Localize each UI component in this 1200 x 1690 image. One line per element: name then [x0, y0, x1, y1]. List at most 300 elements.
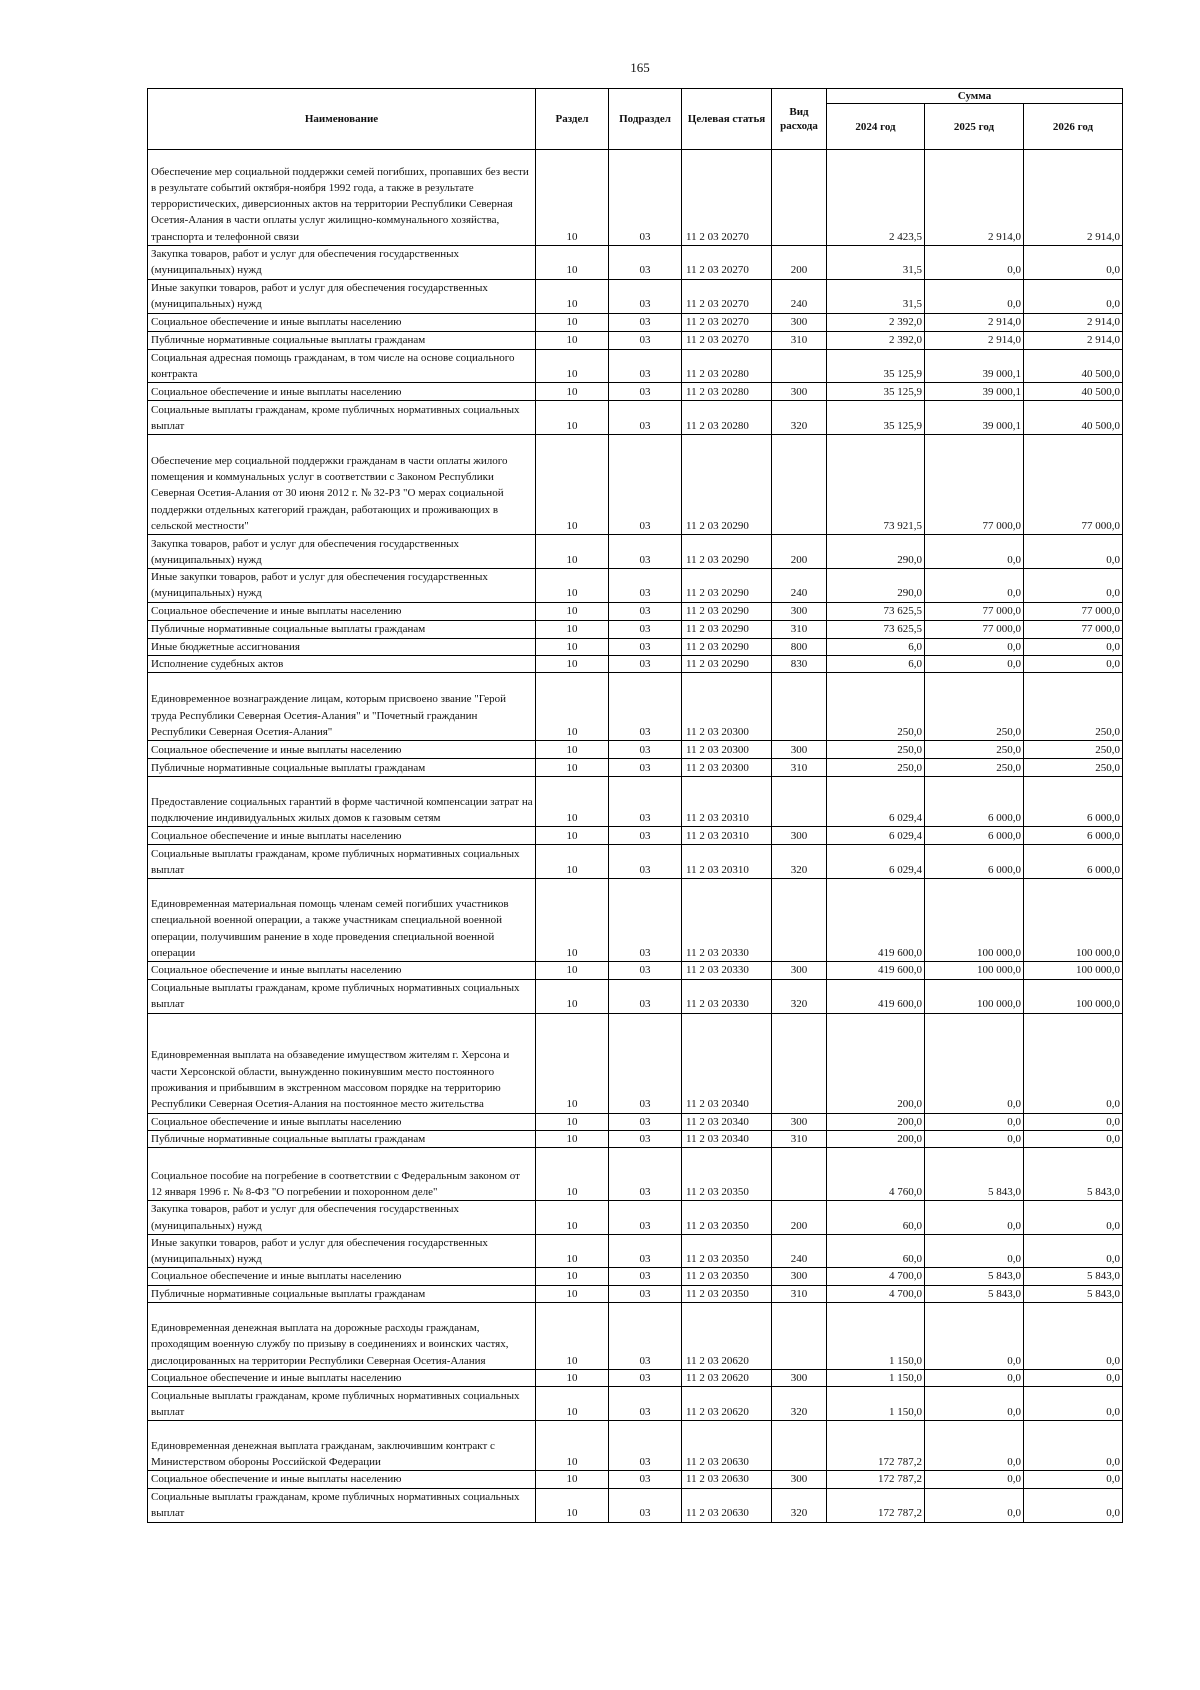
cell-2025: 5 843,0 — [925, 1268, 1024, 1285]
cell-target: 11 2 03 20270 — [682, 246, 772, 280]
cell-subsection: 03 — [609, 1471, 682, 1488]
cell-target: 11 2 03 20290 — [682, 638, 772, 655]
cell-2025: 0,0 — [925, 279, 1024, 313]
cell-target: 11 2 03 20350 — [682, 1201, 772, 1235]
cell-name: Социальные выплаты гражданам, кроме публичных нормативных социальных выплат — [148, 1387, 536, 1421]
cell-subsection: 03 — [609, 1148, 682, 1201]
cell-section: 10 — [536, 1370, 609, 1387]
cell-name: Социальное обеспечение и иные выплаты населению — [148, 1471, 536, 1488]
cell-subsection: 03 — [609, 1201, 682, 1235]
cell-2026: 40 500,0 — [1024, 349, 1123, 383]
cell-type: 300 — [772, 827, 827, 845]
cell-2025: 0,0 — [925, 1113, 1024, 1130]
cell-type: 320 — [772, 979, 827, 1013]
cell-target: 11 2 03 20270 — [682, 279, 772, 313]
cell-2026: 2 914,0 — [1024, 150, 1123, 246]
cell-subsection: 03 — [609, 1488, 682, 1522]
cell-target: 11 2 03 20330 — [682, 879, 772, 962]
table-row — [148, 435, 1123, 535]
cell-section: 10 — [536, 602, 609, 620]
cell-type: 300 — [772, 1268, 827, 1285]
cell-subsection: 03 — [609, 979, 682, 1013]
cell-2024: 1 150,0 — [827, 1303, 925, 1370]
cell-2026: 0,0 — [1024, 1488, 1123, 1522]
cell-subsection: 03 — [609, 1268, 682, 1285]
cell-type: 310 — [772, 331, 827, 349]
cell-section: 10 — [536, 879, 609, 962]
cell-type: 300 — [772, 1471, 827, 1488]
cell-subsection: 03 — [609, 569, 682, 603]
cell-name: Исполнение судебных актов — [148, 656, 536, 673]
cell-2026: 40 500,0 — [1024, 401, 1123, 435]
cell-section: 10 — [536, 845, 609, 879]
cell-2025: 2 914,0 — [925, 331, 1024, 349]
cell-section: 10 — [536, 1421, 609, 1471]
cell-section: 10 — [536, 1130, 609, 1147]
cell-2026: 0,0 — [1024, 1303, 1123, 1370]
cell-2026: 100 000,0 — [1024, 879, 1123, 962]
cell-2025: 0,0 — [925, 1488, 1024, 1522]
table-row — [148, 1013, 1123, 1113]
header-type: Вид расхода — [772, 89, 827, 150]
cell-2024: 6,0 — [827, 638, 925, 655]
cell-2026: 6 000,0 — [1024, 777, 1123, 827]
table-row — [148, 962, 1123, 979]
table-row — [148, 673, 1123, 741]
cell-subsection: 03 — [609, 383, 682, 401]
cell-2024: 419 600,0 — [827, 962, 925, 979]
cell-2024: 35 125,9 — [827, 401, 925, 435]
cell-2025: 0,0 — [925, 1303, 1024, 1370]
cell-section: 10 — [536, 569, 609, 603]
header-2026: 2026 год — [1024, 104, 1123, 150]
table-row — [148, 638, 1123, 655]
cell-subsection: 03 — [609, 879, 682, 962]
cell-2026: 0,0 — [1024, 1421, 1123, 1471]
cell-target: 11 2 03 20290 — [682, 602, 772, 620]
cell-subsection: 03 — [609, 1013, 682, 1113]
cell-name: Социальные выплаты гражданам, кроме публичных нормативных социальных выплат — [148, 845, 536, 879]
cell-target: 11 2 03 20330 — [682, 962, 772, 979]
header-sum: Сумма — [827, 89, 1123, 104]
cell-type — [772, 879, 827, 962]
cell-2026: 0,0 — [1024, 1113, 1123, 1130]
header-2025: 2025 год — [925, 104, 1024, 150]
cell-subsection: 03 — [609, 741, 682, 759]
cell-2024: 35 125,9 — [827, 349, 925, 383]
cell-2025: 6 000,0 — [925, 827, 1024, 845]
table-row — [148, 845, 1123, 879]
cell-subsection: 03 — [609, 673, 682, 741]
table-row — [148, 1268, 1123, 1285]
cell-2026: 250,0 — [1024, 759, 1123, 777]
table-row — [148, 879, 1123, 962]
cell-subsection: 03 — [609, 1387, 682, 1421]
table-row — [148, 1303, 1123, 1370]
cell-section: 10 — [536, 1234, 609, 1268]
cell-2026: 2 914,0 — [1024, 331, 1123, 349]
cell-target: 11 2 03 20350 — [682, 1234, 772, 1268]
cell-2024: 6 029,4 — [827, 827, 925, 845]
cell-2024: 250,0 — [827, 673, 925, 741]
table-row — [148, 1113, 1123, 1130]
cell-name: Обеспечение мер социальной поддержки гражданам в части оплаты жилого помещения и коммунальных услуг в соответствии с Законом Республики Северная Осетия-Алания от 30 июня 2012 г. № 32-РЗ "О мерах социальной поддержки отдельных категорий граждан, работающих и проживающих в сельской местности" — [148, 435, 536, 535]
cell-type: 300 — [772, 1370, 827, 1387]
cell-2026: 77 000,0 — [1024, 620, 1123, 638]
cell-type: 310 — [772, 1285, 827, 1302]
cell-type: 240 — [772, 569, 827, 603]
cell-type: 240 — [772, 279, 827, 313]
cell-target: 11 2 03 20290 — [682, 620, 772, 638]
budget-table — [147, 88, 1123, 1523]
cell-type: 240 — [772, 1234, 827, 1268]
cell-target: 11 2 03 20280 — [682, 349, 772, 383]
cell-name: Социальное обеспечение и иные выплаты населению — [148, 383, 536, 401]
cell-type: 320 — [772, 1387, 827, 1421]
cell-name: Единовременная денежная выплата гражданам, заключившим контракт с Министерством обороны Российской Федерации — [148, 1421, 536, 1471]
cell-name: Социальное пособие на погребение в соответствии с Федеральным законом от 12 января 1996 г. № 8-ФЗ "О погребении и похоронном деле" — [148, 1148, 536, 1201]
cell-target: 11 2 03 20270 — [682, 150, 772, 246]
cell-2024: 6 029,4 — [827, 777, 925, 827]
cell-name: Единовременная выплата на обзаведение имуществом жителям г. Херсона и части Херсонской области, вынужденно покинувшим место постоянного проживания и прибывшим в экстренном массовом порядке на территорию Республики Северная Осетия-Алания на постоянное место жительства — [148, 1013, 536, 1113]
cell-section: 10 — [536, 401, 609, 435]
cell-target: 11 2 03 20300 — [682, 673, 772, 741]
cell-2024: 2 423,5 — [827, 150, 925, 246]
cell-target: 11 2 03 20290 — [682, 435, 772, 535]
cell-2025: 250,0 — [925, 759, 1024, 777]
table-row — [148, 602, 1123, 620]
table-row — [148, 569, 1123, 603]
cell-name: Публичные нормативные социальные выплаты гражданам — [148, 1285, 536, 1302]
cell-name: Единовременное вознаграждение лицам, которым присвоено звание "Герой труда Республики Северная Осетия-Алания" и "Почетный гражданин Республики Северная Осетия-Алания" — [148, 673, 536, 741]
cell-2024: 419 600,0 — [827, 979, 925, 1013]
cell-type: 320 — [772, 401, 827, 435]
header-2024: 2024 год — [827, 104, 925, 150]
cell-subsection: 03 — [609, 827, 682, 845]
cell-type: 830 — [772, 656, 827, 673]
cell-target: 11 2 03 20270 — [682, 331, 772, 349]
cell-target: 11 2 03 20630 — [682, 1471, 772, 1488]
cell-name: Социальная адресная помощь гражданам, в том числе на основе социального контракта — [148, 349, 536, 383]
cell-target: 11 2 03 20620 — [682, 1370, 772, 1387]
cell-subsection: 03 — [609, 1303, 682, 1370]
cell-2024: 2 392,0 — [827, 313, 925, 331]
cell-subsection: 03 — [609, 535, 682, 569]
cell-subsection: 03 — [609, 150, 682, 246]
cell-subsection: 03 — [609, 349, 682, 383]
cell-section: 10 — [536, 150, 609, 246]
cell-2025: 0,0 — [925, 1013, 1024, 1113]
cell-name: Публичные нормативные социальные выплаты гражданам — [148, 1130, 536, 1147]
cell-2024: 290,0 — [827, 535, 925, 569]
cell-2026: 250,0 — [1024, 741, 1123, 759]
cell-2026: 77 000,0 — [1024, 602, 1123, 620]
cell-target: 11 2 03 20340 — [682, 1113, 772, 1130]
cell-type: 800 — [772, 638, 827, 655]
table-row — [148, 313, 1123, 331]
cell-name: Иные закупки товаров, работ и услуг для обеспечения государственных (муниципальных) нужд — [148, 569, 536, 603]
table-row — [148, 383, 1123, 401]
cell-name: Иные закупки товаров, работ и услуг для обеспечения государственных (муниципальных) нужд — [148, 1234, 536, 1268]
cell-name: Иные бюджетные ассигнования — [148, 638, 536, 655]
cell-2024: 200,0 — [827, 1113, 925, 1130]
cell-subsection: 03 — [609, 962, 682, 979]
cell-name: Публичные нормативные социальные выплаты гражданам — [148, 620, 536, 638]
cell-2024: 4 760,0 — [827, 1148, 925, 1201]
cell-2024: 35 125,9 — [827, 383, 925, 401]
header-name: Наименование — [148, 89, 536, 150]
cell-type — [772, 1013, 827, 1113]
cell-2024: 172 787,2 — [827, 1421, 925, 1471]
cell-name: Закупка товаров, работ и услуг для обеспечения государственных (муниципальных) нужд — [148, 246, 536, 280]
header-subsection: Подраздел — [609, 89, 682, 150]
cell-2024: 73 921,5 — [827, 435, 925, 535]
cell-2025: 39 000,1 — [925, 349, 1024, 383]
cell-section: 10 — [536, 759, 609, 777]
table-row — [148, 1370, 1123, 1387]
cell-2026: 5 843,0 — [1024, 1268, 1123, 1285]
cell-name: Публичные нормативные социальные выплаты гражданам — [148, 759, 536, 777]
cell-2024: 2 392,0 — [827, 331, 925, 349]
cell-name: Социальное обеспечение и иные выплаты населению — [148, 602, 536, 620]
cell-section: 10 — [536, 1148, 609, 1201]
table-row — [148, 1285, 1123, 1302]
cell-2024: 31,5 — [827, 279, 925, 313]
cell-subsection: 03 — [609, 1285, 682, 1302]
cell-section: 10 — [536, 1201, 609, 1235]
cell-2025: 39 000,1 — [925, 383, 1024, 401]
cell-type: 300 — [772, 602, 827, 620]
cell-subsection: 03 — [609, 246, 682, 280]
cell-2025: 0,0 — [925, 1387, 1024, 1421]
cell-subsection: 03 — [609, 1130, 682, 1147]
cell-2024: 250,0 — [827, 741, 925, 759]
cell-type — [772, 1303, 827, 1370]
cell-2026: 0,0 — [1024, 279, 1123, 313]
cell-section: 10 — [536, 313, 609, 331]
cell-2026: 0,0 — [1024, 1370, 1123, 1387]
cell-2026: 5 843,0 — [1024, 1148, 1123, 1201]
cell-section: 10 — [536, 979, 609, 1013]
cell-name: Социальное обеспечение и иные выплаты населению — [148, 1268, 536, 1285]
table-row — [148, 1471, 1123, 1488]
cell-2024: 1 150,0 — [827, 1387, 925, 1421]
cell-target: 11 2 03 20620 — [682, 1303, 772, 1370]
cell-name: Социальные выплаты гражданам, кроме публичных нормативных социальных выплат — [148, 1488, 536, 1522]
cell-type — [772, 673, 827, 741]
cell-type — [772, 1421, 827, 1471]
cell-type — [772, 150, 827, 246]
cell-2026: 6 000,0 — [1024, 827, 1123, 845]
cell-section: 10 — [536, 1013, 609, 1113]
cell-subsection: 03 — [609, 620, 682, 638]
table-row — [148, 401, 1123, 435]
cell-subsection: 03 — [609, 313, 682, 331]
table-row — [148, 1234, 1123, 1268]
cell-type: 320 — [772, 1488, 827, 1522]
cell-subsection: 03 — [609, 1421, 682, 1471]
table-row — [148, 1201, 1123, 1235]
cell-target: 11 2 03 20340 — [682, 1013, 772, 1113]
cell-2026: 0,0 — [1024, 1130, 1123, 1147]
cell-target: 11 2 03 20280 — [682, 383, 772, 401]
cell-2026: 0,0 — [1024, 1013, 1123, 1113]
cell-2024: 290,0 — [827, 569, 925, 603]
cell-subsection: 03 — [609, 759, 682, 777]
cell-2026: 0,0 — [1024, 1234, 1123, 1268]
header-section: Раздел — [536, 89, 609, 150]
cell-2026: 0,0 — [1024, 569, 1123, 603]
cell-target: 11 2 03 20310 — [682, 777, 772, 827]
cell-type: 310 — [772, 1130, 827, 1147]
cell-type: 300 — [772, 383, 827, 401]
cell-name: Социальные выплаты гражданам, кроме публичных нормативных социальных выплат — [148, 401, 536, 435]
cell-section: 10 — [536, 1268, 609, 1285]
cell-2025: 100 000,0 — [925, 979, 1024, 1013]
cell-2025: 0,0 — [925, 1370, 1024, 1387]
cell-2025: 77 000,0 — [925, 435, 1024, 535]
table-row — [148, 246, 1123, 280]
page-number: 165 — [630, 60, 650, 75]
table-row — [148, 759, 1123, 777]
cell-2026: 250,0 — [1024, 673, 1123, 741]
cell-section: 10 — [536, 741, 609, 759]
cell-section: 10 — [536, 962, 609, 979]
table-row — [148, 827, 1123, 845]
cell-name: Социальное обеспечение и иные выплаты населению — [148, 313, 536, 331]
cell-section: 10 — [536, 331, 609, 349]
cell-section: 10 — [536, 620, 609, 638]
cell-2026: 6 000,0 — [1024, 845, 1123, 879]
table-row — [148, 979, 1123, 1013]
cell-type: 300 — [772, 1113, 827, 1130]
cell-subsection: 03 — [609, 638, 682, 655]
cell-2025: 6 000,0 — [925, 845, 1024, 879]
table-row — [148, 1130, 1123, 1147]
cell-target: 11 2 03 20290 — [682, 535, 772, 569]
cell-target: 11 2 03 20340 — [682, 1130, 772, 1147]
cell-subsection: 03 — [609, 1234, 682, 1268]
table-row — [148, 777, 1123, 827]
cell-2025: 39 000,1 — [925, 401, 1024, 435]
cell-2025: 0,0 — [925, 1130, 1024, 1147]
cell-type — [772, 777, 827, 827]
cell-subsection: 03 — [609, 1113, 682, 1130]
cell-subsection: 03 — [609, 331, 682, 349]
cell-2024: 60,0 — [827, 1234, 925, 1268]
cell-subsection: 03 — [609, 435, 682, 535]
cell-2025: 5 843,0 — [925, 1148, 1024, 1201]
cell-2024: 6,0 — [827, 656, 925, 673]
cell-subsection: 03 — [609, 279, 682, 313]
table-row — [148, 1148, 1123, 1201]
table-row — [148, 535, 1123, 569]
cell-2025: 0,0 — [925, 246, 1024, 280]
cell-name: Закупка товаров, работ и услуг для обеспечения государственных (муниципальных) нужд — [148, 1201, 536, 1235]
cell-name: Единовременная денежная выплата на дорожные расходы гражданам, проходящим военную службу по призыву в соединениях и воинских частях, дислоцированных на территории Республики Северная Осетия-Алания — [148, 1303, 536, 1370]
cell-section: 10 — [536, 1488, 609, 1522]
cell-name: Социальное обеспечение и иные выплаты населению — [148, 962, 536, 979]
cell-2025: 0,0 — [925, 638, 1024, 655]
table-row — [148, 1421, 1123, 1471]
cell-section: 10 — [536, 349, 609, 383]
cell-2026: 40 500,0 — [1024, 383, 1123, 401]
cell-section: 10 — [536, 1303, 609, 1370]
cell-2024: 4 700,0 — [827, 1268, 925, 1285]
cell-2025: 5 843,0 — [925, 1285, 1024, 1302]
cell-2025: 0,0 — [925, 1201, 1024, 1235]
cell-name: Социальное обеспечение и иные выплаты населению — [148, 1370, 536, 1387]
cell-name: Социальное обеспечение и иные выплаты населению — [148, 1113, 536, 1130]
cell-name: Публичные нормативные социальные выплаты гражданам — [148, 331, 536, 349]
cell-subsection: 03 — [609, 845, 682, 879]
cell-2024: 60,0 — [827, 1201, 925, 1235]
cell-2026: 77 000,0 — [1024, 435, 1123, 535]
cell-2025: 0,0 — [925, 656, 1024, 673]
cell-2025: 77 000,0 — [925, 602, 1024, 620]
cell-2025: 0,0 — [925, 1421, 1024, 1471]
cell-name: Предоставление социальных гарантий в форме частичной компенсации затрат на подключение индивидуальных жилых домов к газовым сетям — [148, 777, 536, 827]
cell-type — [772, 1148, 827, 1201]
cell-2026: 0,0 — [1024, 656, 1123, 673]
table-row — [148, 620, 1123, 638]
cell-2026: 0,0 — [1024, 1387, 1123, 1421]
cell-2024: 31,5 — [827, 246, 925, 280]
cell-2024: 172 787,2 — [827, 1488, 925, 1522]
cell-2026: 5 843,0 — [1024, 1285, 1123, 1302]
table-row — [148, 150, 1123, 246]
cell-target: 11 2 03 20350 — [682, 1148, 772, 1201]
cell-2025: 77 000,0 — [925, 620, 1024, 638]
cell-2026: 0,0 — [1024, 638, 1123, 655]
cell-target: 11 2 03 20310 — [682, 845, 772, 879]
cell-name: Социальное обеспечение и иные выплаты населению — [148, 741, 536, 759]
cell-2025: 6 000,0 — [925, 777, 1024, 827]
cell-2025: 2 914,0 — [925, 313, 1024, 331]
cell-target: 11 2 03 20280 — [682, 401, 772, 435]
cell-2024: 172 787,2 — [827, 1471, 925, 1488]
cell-2026: 0,0 — [1024, 1201, 1123, 1235]
cell-section: 10 — [536, 279, 609, 313]
cell-type: 200 — [772, 1201, 827, 1235]
table-row — [148, 656, 1123, 673]
cell-2025: 250,0 — [925, 741, 1024, 759]
table-row — [148, 1488, 1123, 1522]
cell-2026: 0,0 — [1024, 1471, 1123, 1488]
cell-target: 11 2 03 20350 — [682, 1268, 772, 1285]
cell-target: 11 2 03 20330 — [682, 979, 772, 1013]
cell-type: 310 — [772, 620, 827, 638]
cell-2025: 250,0 — [925, 673, 1024, 741]
cell-section: 10 — [536, 673, 609, 741]
cell-2024: 73 625,5 — [827, 620, 925, 638]
cell-subsection: 03 — [609, 401, 682, 435]
cell-2025: 0,0 — [925, 1471, 1024, 1488]
header-target: Целевая статья — [682, 89, 772, 150]
cell-section: 10 — [536, 827, 609, 845]
cell-2024: 73 625,5 — [827, 602, 925, 620]
cell-target: 11 2 03 20300 — [682, 759, 772, 777]
table-row — [148, 1387, 1123, 1421]
cell-name: Единовременная материальная помощь членам семей погибших участников специальной военной операции, а также участникам специальной военной операции, получившим ранение в ходе проведения специальной военной операции — [148, 879, 536, 962]
cell-type — [772, 435, 827, 535]
cell-target: 11 2 03 20630 — [682, 1488, 772, 1522]
cell-section: 10 — [536, 1387, 609, 1421]
cell-section: 10 — [536, 1471, 609, 1488]
cell-target: 11 2 03 20350 — [682, 1285, 772, 1302]
cell-subsection: 03 — [609, 1370, 682, 1387]
cell-2025: 0,0 — [925, 535, 1024, 569]
